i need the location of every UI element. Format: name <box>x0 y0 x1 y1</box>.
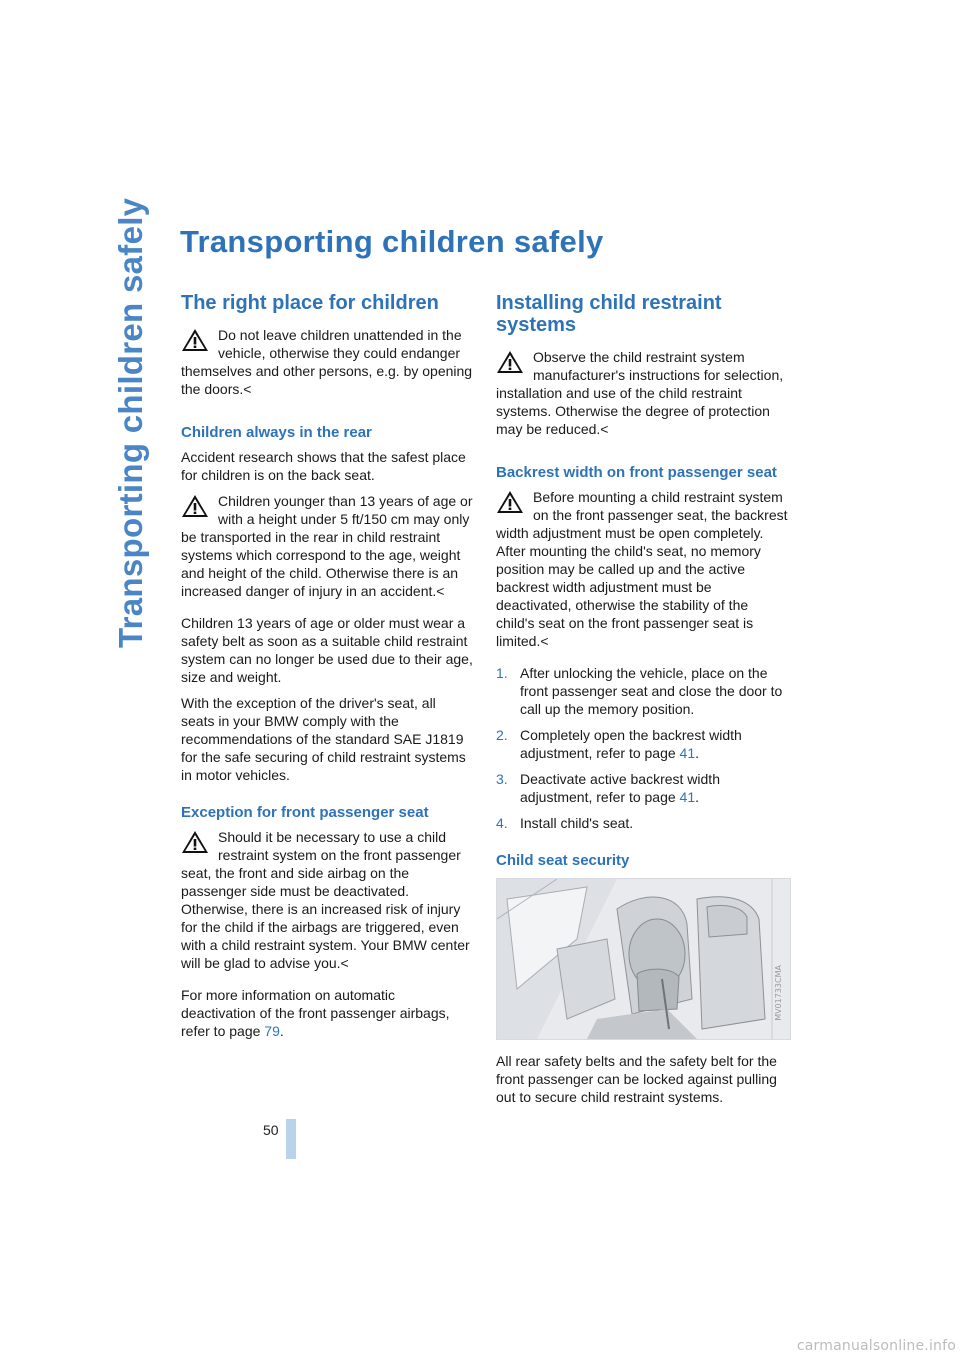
punctuation: . <box>695 745 700 761</box>
warning-triangle-icon <box>181 328 209 352</box>
step-number: 3. <box>496 771 508 787</box>
steps-list <box>496 664 788 832</box>
warning-text: Children younger than 13 years of age or with a height under 5 ft/150 cm may only be transported in the rear in child restraint systems which correspond to the age, weight and height of the child. Otherwise there is an increased danger of injury in an accident. <box>181 493 473 599</box>
end-mark: < <box>243 381 252 397</box>
warning-text: Observe the child restraint system manufacturer's instructions for selection, installation and use of the child restraint systems. Otherwise the degree of protection may be reduced. <box>496 349 784 437</box>
heading-right-place: The right place for children <box>181 292 439 314</box>
warning-age-height <box>181 492 473 600</box>
warning-triangle-icon <box>181 830 209 854</box>
list-item <box>496 814 788 832</box>
child-seat-illustration <box>496 878 791 1040</box>
heading-always-rear: Children always in the rear <box>181 424 372 441</box>
warning-manufacturer <box>496 348 788 438</box>
heading-child-seat-security: Child seat security <box>496 852 630 869</box>
list-item <box>496 664 788 718</box>
heading-installing: Installing child restraint systems <box>496 292 722 336</box>
page-marker-bar <box>286 1119 296 1159</box>
footer-watermark: carmanualsonline.info <box>796 1338 956 1354</box>
page-link-41[interactable]: 41 <box>679 789 696 805</box>
side-tab-label: Transporting children safely <box>112 197 149 648</box>
heading-exception-front: Exception for front passenger seat <box>181 804 429 821</box>
page-number: 50 <box>263 1122 279 1138</box>
step-number: 4. <box>496 815 508 831</box>
page-title: Transporting children safely <box>180 224 604 259</box>
warning-text: Should it be necessary to use a child restraint system on the front passenger seat, the front and side airbag on the passenger side must be deactivated. Otherwise, there is an increased risk of injury for the child if the airbags are triggered, even with a child restraint system. Your BMW center will be glad to advise you. <box>181 829 470 971</box>
side-tab <box>108 197 158 668</box>
list-item <box>496 726 788 762</box>
paragraph-accident: Accident research shows that the safest place for children is on the back seat. <box>181 449 466 483</box>
figure-code: MV01733CMA <box>774 965 783 1021</box>
end-mark: < <box>340 955 349 971</box>
step-number: 2. <box>496 727 508 743</box>
step-text: Completely open the backrest width adjustment, refer to page <box>520 727 742 761</box>
warning-backrest <box>496 488 788 650</box>
step-text: Install child's seat. <box>520 815 634 831</box>
warning-triangle-icon <box>496 350 524 374</box>
warning-triangle-icon <box>181 494 209 518</box>
warning-text: Do not leave children unattended in the vehicle, otherwise they could endanger themselves and other persons, e.g. by opening the doors. <box>181 327 473 397</box>
list-item <box>496 770 788 806</box>
punctuation: . <box>279 1023 284 1039</box>
step-number: 1. <box>496 665 508 681</box>
warning-front-passenger <box>181 828 473 972</box>
page-link-41[interactable]: 41 <box>679 745 696 761</box>
heading-backrest-width: Backrest width on front passenger seat <box>496 464 777 481</box>
page-link-79[interactable]: 79 <box>264 1023 280 1039</box>
warning-triangle-icon <box>496 490 524 514</box>
paragraph-safety-belts: All rear safety belts and the safety belt for the front passenger can be locked against pulling out to secure child restraint systems. <box>496 1053 777 1105</box>
warning-text: Before mounting a child restraint system on the front passenger seat, the backrest width adjustment must be open completely. After mounting the child's seat, no memory position may be called up and the active backrest width adjustment must be deactivated, otherwise the stability of the child's seat on the front passenger seat is limited. <box>496 489 788 649</box>
car-interior-drawing <box>497 879 790 1039</box>
step-text: After unlocking the vehicle, place on the front passenger seat and close the door to call up the memory position. <box>520 665 783 717</box>
more-info-text: For more information on automatic deactivation of the front passenger airbags, refer to page <box>181 987 450 1039</box>
left-column <box>181 292 473 1048</box>
end-mark: < <box>436 583 445 599</box>
paragraph-more-info <box>181 986 473 1040</box>
paragraph-children-13: Children 13 years of age or older must wear a safety belt as soon as a suitable child restraint system can no longer be used due to their age, size and weight. <box>181 615 473 685</box>
step-text: Deactivate active backrest width adjustment, refer to page <box>520 771 720 805</box>
end-mark: < <box>540 633 549 649</box>
end-mark: < <box>600 421 609 437</box>
paragraph-exception-seats: With the exception of the driver's seat, all seats in your BMW comply with the recommendations of the standard SAE J1819 for the safe securing of child restraint systems in motor vehicles. <box>181 695 466 783</box>
punctuation: . <box>695 789 700 805</box>
right-column <box>496 292 788 1114</box>
warning-unattended <box>181 326 473 398</box>
